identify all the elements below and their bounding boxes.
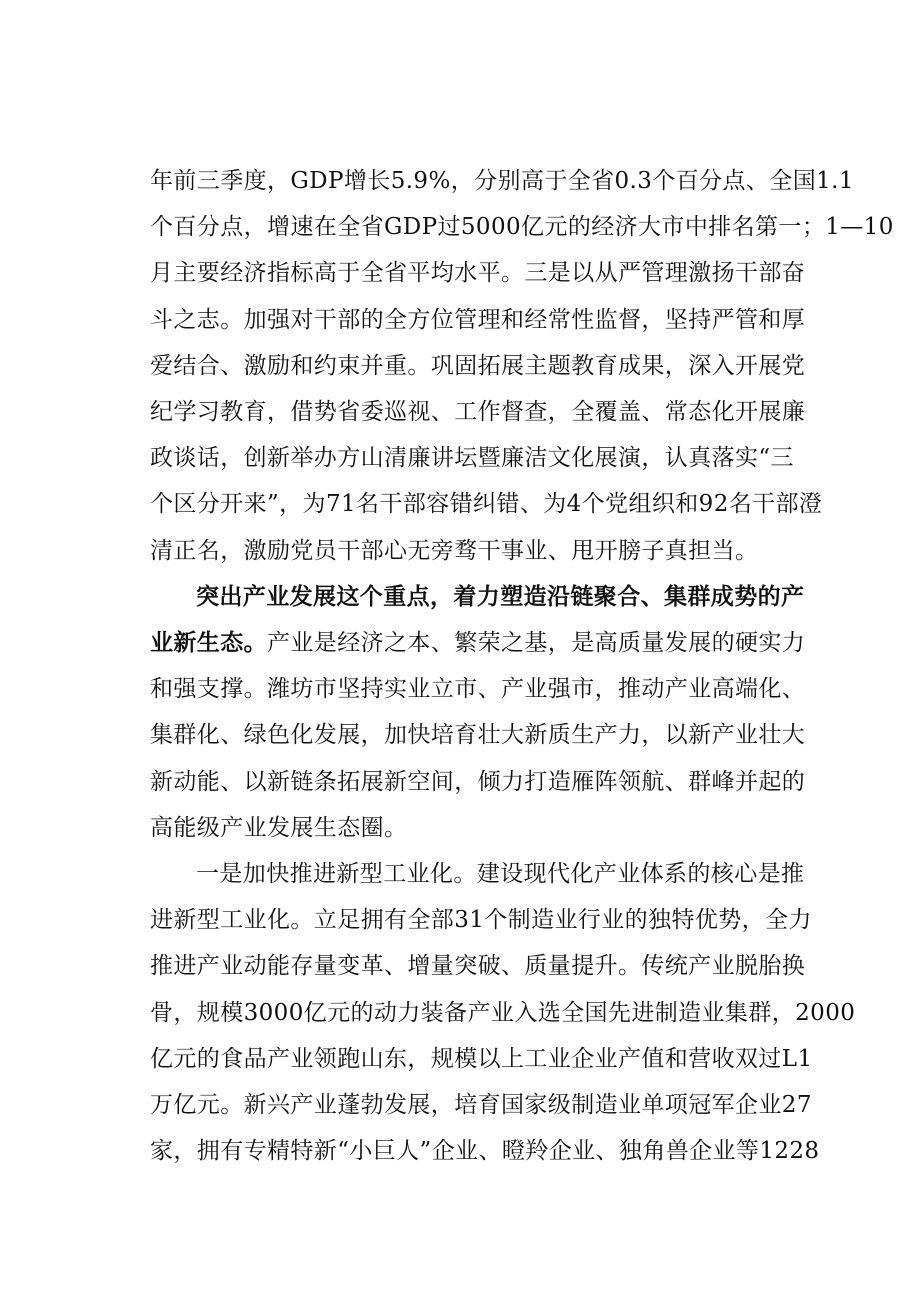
text-line bbox=[150, 574, 805, 620]
text-line: 新动能、以新链条拓展新空间，倾力打造雁阵领航、群峰并起的 bbox=[150, 768, 806, 795]
bold-heading-text: 业新生态。 bbox=[150, 629, 267, 657]
text-line: 万亿元。新兴产业蓬勃发展，培育国家级制造业单项冠军企业27 bbox=[150, 1092, 812, 1119]
text-line: 爱结合、激励和约束并重。巩固拓展主题教育成果，深入开展党 bbox=[150, 352, 806, 379]
text-line: 个百分点，增速在全省GDP过5000亿元的经济大市中排名第一；1—10 bbox=[150, 214, 894, 241]
text-line: 纪学习教育，借势省委巡视、工作督查，全覆盖、常态化开展廉 bbox=[150, 399, 806, 426]
bold-heading-text: 突出产业发展这个重点，着力塑造沿链聚合、集群成势的产 bbox=[196, 582, 805, 610]
paragraph-1 bbox=[150, 158, 894, 574]
text-line: 推进产业动能存量变革、增量突破、质量提升。传统产业脱胎换 bbox=[150, 953, 806, 980]
text-line: 和强支撑。潍坊市坚持实业立市、产业强市，推动产业高端化、 bbox=[150, 676, 806, 703]
text-line bbox=[150, 620, 806, 666]
text-line: 月主要经济指标高于全省平均水平。三是以从严管理激扬干部奋 bbox=[150, 260, 806, 287]
text-line: 家，拥有专精特新“小巨人”企业、瞪羚企业、独角兽企业等1228 bbox=[150, 1138, 820, 1165]
text-line: 政谈话，创新举办方山清廉讲坛暨廉洁文化展演，认真落实“三 bbox=[150, 445, 794, 472]
text-line: 亿元的食品产业领跑山东，规模以上工业企业产值和营收双过L1 bbox=[150, 1045, 813, 1072]
text-line: 斗之志。加强对干部的全方位管理和经常性监督，坚持严管和厚 bbox=[150, 306, 806, 333]
paragraph-2 bbox=[150, 574, 806, 851]
body-text: 产业是经济之本、繁荣之基，是高质量发展的硬实力 bbox=[267, 630, 806, 657]
text-line: 高能级产业发展生态圈。 bbox=[150, 814, 408, 841]
text-line: 集群化、绿色化发展，加快培育壮大新质生产力，以新产业壮大 bbox=[150, 722, 806, 749]
text-line: 清正名，激励党员干部心无旁骛干事业、甩开膀子真担当。 bbox=[150, 537, 759, 564]
text-line: 进新型工业化。立足拥有全部31个制造业行业的独特优势，全力 bbox=[150, 907, 812, 934]
document-page bbox=[150, 158, 894, 1174]
text-line: 个区分开来”，为71名干部容错纠错、为4个党组织和92名干部澄 bbox=[150, 491, 823, 518]
text-line: 一是加快推进新型工业化。建设现代化产业体系的核心是推 bbox=[196, 861, 805, 888]
text-line: 年前三季度，GDP增长5.9%，分别高于全省0.3个百分点、全国1.1 bbox=[150, 168, 854, 194]
paragraph-3 bbox=[150, 851, 856, 1174]
text-line: 骨，规模3000亿元的动力装备产业入选全国先进制造业集群，2000 bbox=[150, 999, 856, 1026]
